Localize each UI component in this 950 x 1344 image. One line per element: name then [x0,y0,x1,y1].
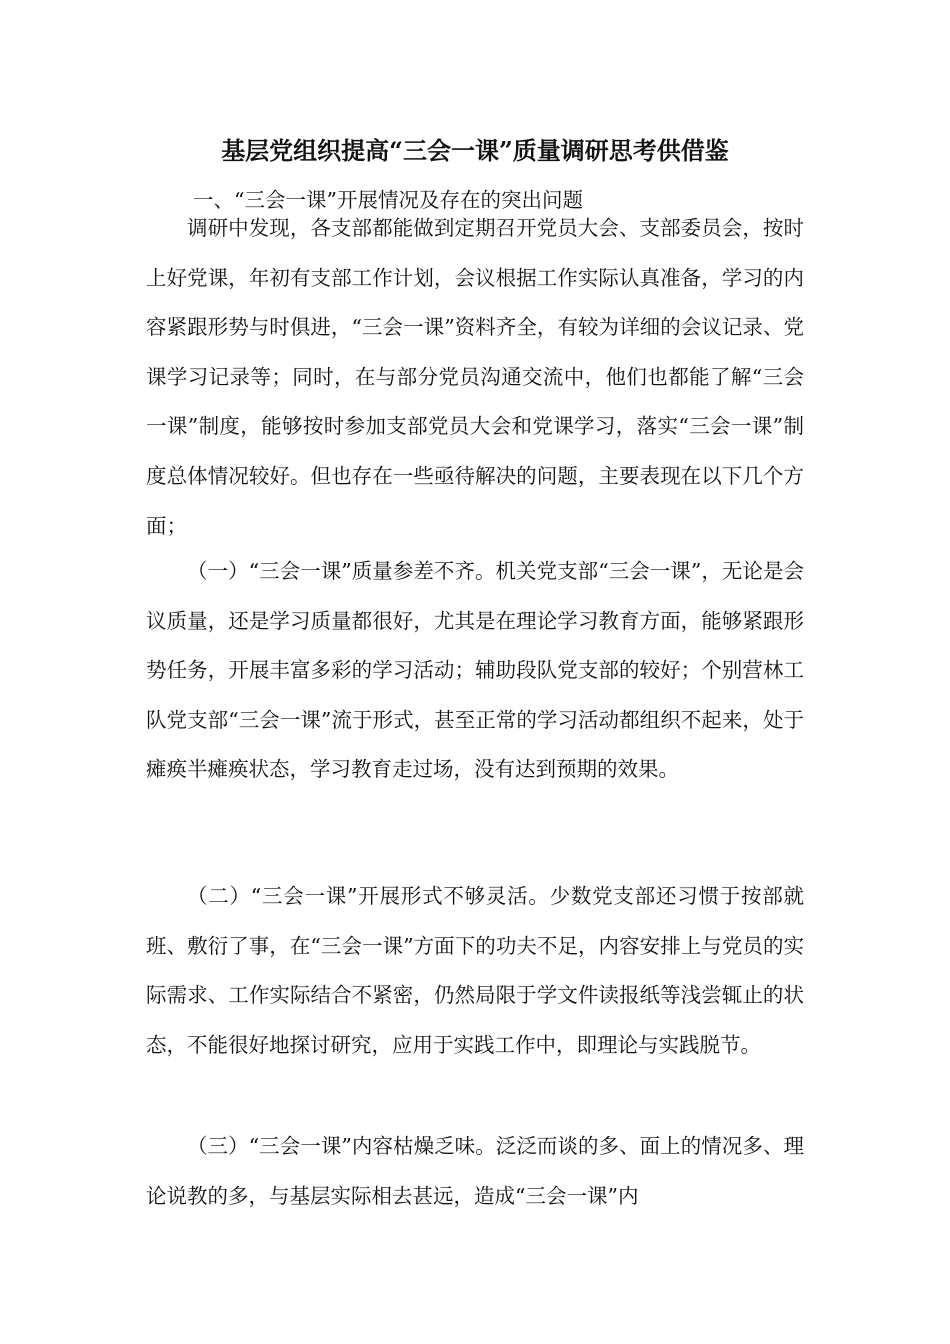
body-paragraph: 调研中发现，各支部都能做到定期召开党员大会、支部委员会，按时上好党课，年初有支部工作计划，会议根据工作实际认真准备，学习的内容紧跟形势与时俱进，“三会一课”资料齐全，有较为详细的会议记录、党课学习记录等；同时，在与部分党员沟通交流中，他们也都能了解“三会一课”制度，能够按时参加支部党员大会和党课学习，落实“三会一课”制度总体情况较好。但也存在一些亟待解决的问题，主要表现在以下几个方面； [146,216,804,538]
section-heading: 一、“三会一课”开展情况及存在的突出问题 [193,188,583,212]
body-paragraph: （一）“三会一课”质量参差不齐。机关党支部“三会一课”，无论是会议质量，还是学习质量都很好，尤其是在理论学习教育方面，能够紧跟形势任务，开展丰富多彩的学习活动；辅助段队党支部的较好；个别营林工队党支部“三会一课”流于形式，甚至正常的学习活动都组织不起来，处于瘫痪半瘫痪状态，学习教育走过场，没有达到预期的效果。 [146,559,804,782]
body-paragraph: （二）“三会一课”开展形式不够灵活。少数党支部还习惯于按部就班、敷衍了事，在“三会一课”方面下的功夫不足，内容安排上与党员的实际需求、工作实际结合不紧密，仍然局限于学文件读报纸等浅尝辄止的状态，不能很好地探讨研究，应用于实践工作中，即理论与实践脱节。 [146,884,804,1057]
document-title: 基层党组织提高“三会一课”质量调研思考供借鉴 [221,136,729,165]
body-paragraph: （三）“三会一课”内容枯燥乏味。泛泛而谈的多、面上的情况多、理论说教的多，与基层实际相去甚远，造成“三会一课”内 [146,1134,804,1208]
